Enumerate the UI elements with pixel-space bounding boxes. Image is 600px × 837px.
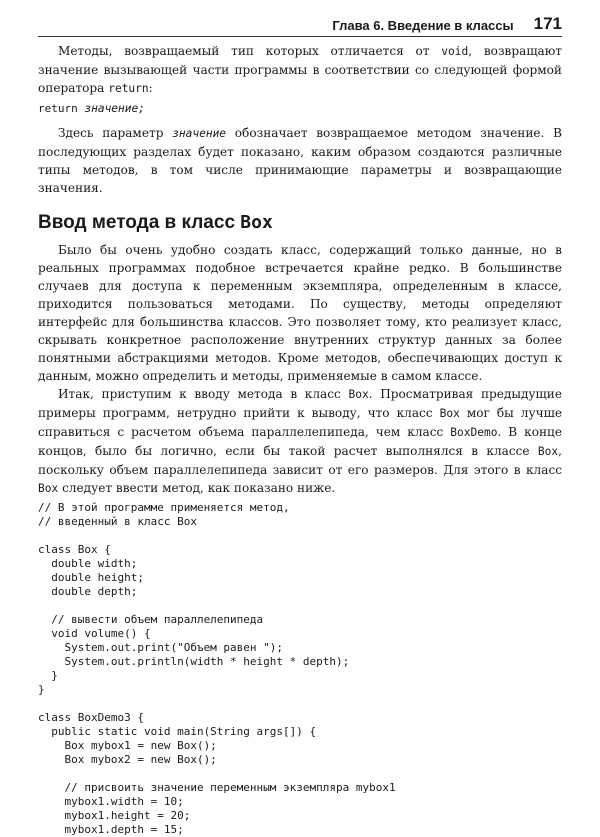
code-line: void volume() { [38, 627, 151, 640]
code-line: mybox1.width = 10; [38, 795, 184, 808]
page-header [38, 10, 562, 37]
code-line: System.out.println(width * height * depth); [38, 655, 350, 668]
code-line [38, 697, 562, 711]
code-line: // вывести объем параллелепипеда [38, 613, 264, 626]
code-line: mybox1.depth = 15; [38, 823, 184, 836]
section-paragraph-1: Было бы очень удобно создать класс, содержащий только данные, но в реальных программах подобное встречается крайне редко. В большинстве случаев для доступа к переменным экземпляра, определенным в классе, приходится пользоваться методами. По существу, методы определяют интерфейс для большинства классов. Это позволяет тому, кто реализует класс, скрывать конкретное расположение внутренних структур данных за более понятными абстракциями методов. Кроме методов, обеспечивающих доступ к данным, можно определить и методы, применяемые в самом классе. [38, 243, 562, 383]
code-line: double width; [38, 557, 138, 570]
inline-code-return: return [108, 82, 149, 95]
code-line: class Box { [38, 543, 111, 556]
return-syntax: return значение; [38, 102, 145, 115]
code-line: System.out.print("Объем равен "); [38, 641, 284, 654]
page-number: 171 [533, 14, 562, 33]
code-line: double depth; [38, 585, 138, 598]
code-line: // введенный в класс Box [38, 515, 197, 528]
page-content [38, 42, 562, 837]
section-heading: Ввод метода в класс Box [38, 212, 273, 233]
inline-code-void: void [441, 45, 469, 58]
code-line: // присвоить значение переменным экземпляра mybox1 [38, 781, 396, 794]
section-paragraph-2: Итак, приступим к вводу метода в класс Box. Просматривая предыдущие примеры программ, нетрудно прийти к выводу, что класс Box мог бы лучше справиться с расчетом объема параллелепипеда, чем класс BoxDemo. В конце концов, было бы логично, если бы такой расчет выполнялся в классе Box, поскольку объем параллелепипеда зависит от его размеров. Для этого в класс Box следует ввести метод, как показано ниже. [38, 387, 563, 495]
inline-code-value: значение [172, 127, 227, 140]
code-line: double height; [38, 571, 144, 584]
code-line: Box mybox1 = new Box(); [38, 739, 217, 752]
code-line: // В этой программе применяется метод, [38, 501, 290, 514]
code-line: public static void main(String args[]) { [38, 725, 317, 738]
intro-paragraph-1: Методы, возвращаемый тип которых отличается от void, возвращают значение вызывающей части программы в соответствии со следующей формой оператора return: [38, 44, 562, 95]
code-line: class BoxDemo3 { [38, 711, 144, 724]
code-line: Box mybox2 = new Box(); [38, 753, 217, 766]
code-line [38, 529, 562, 543]
code-line [38, 767, 562, 781]
code-listing [38, 501, 562, 837]
intro-paragraph-2: Здесь параметр значение обозначает возвращаемое методом значение. В последующих разделах будет показано, каким образом создаются различные типы методов, в том числе принимающие параметры и возвращающие значения. [38, 126, 562, 195]
code-line: } [38, 683, 45, 696]
code-line: } [38, 669, 58, 682]
code-line [38, 599, 562, 613]
chapter-title: Глава 6. Введение в классы [332, 18, 514, 33]
code-line: mybox1.height = 20; [38, 809, 191, 822]
